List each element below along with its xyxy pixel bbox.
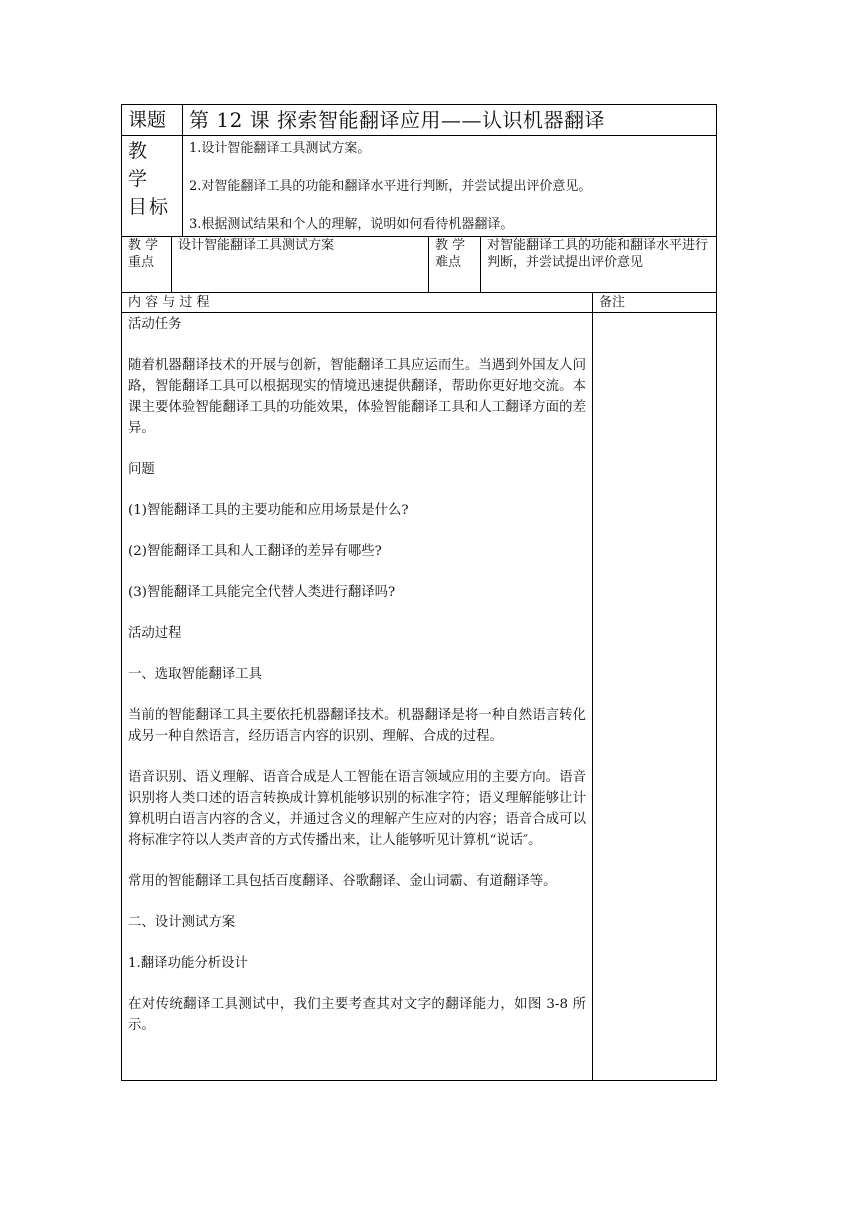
content-paragraph: 活动过程 xyxy=(128,626,182,641)
title-row xyxy=(122,105,717,136)
notes-header: 备注 xyxy=(593,293,717,313)
content-paragraph: 问题 xyxy=(128,462,155,477)
difficulties-value: 对智能翻译工具的功能和翻译水平进行判断，并尝试提出评价意见 xyxy=(481,237,717,293)
content-paragraph: 语音识别、语义理解、语音合成是人工智能在语言领域应用的主要方向。语音识别将人类口述的语言转换成计算机能够识别的标准字符；语义理解能够让计算机明白语言内容的含义，并通过含义的理解产生应对的内容；语音合成可以将标准字符以人类声音的方式传播出来，让人能够听见计算机“说话″。 xyxy=(128,770,587,848)
objectives-row xyxy=(122,136,717,237)
key-difficult-row xyxy=(122,237,717,293)
content-paragraph: 在对传统翻译工具测试中，我们主要考查其对文字的翻译能力，如图 3-8 所示。 xyxy=(128,997,587,1033)
content-paragraph: 常用的智能翻译工具包括百度翻译、谷歌翻译、金山词霸、有道翻译等。 xyxy=(128,874,557,889)
content-paragraph: (3)智能翻译工具能完全代替人类进行翻译吗? xyxy=(128,585,396,600)
content-paragraph: 随着机器翻译技术的开展与创新，智能翻译工具应运而生。当遇到外国友人问路，智能翻译工具可以根据现实的情境迅速提供翻译，帮助你更好地交流。本课主要体验智能翻译工具的功能效果，体验智能翻译工具和人工翻译方面的差异。 xyxy=(128,358,587,436)
content-body xyxy=(122,313,593,1081)
section-header-row xyxy=(122,293,717,313)
objective-item: 1.设计智能翻译工具测试方案。 xyxy=(189,141,371,156)
lesson-plan xyxy=(121,104,716,1081)
key-points-value: 设计智能翻译工具测试方案 xyxy=(172,237,429,293)
objectives-label: 教 学 目标 xyxy=(122,136,183,237)
notes-cell xyxy=(593,313,717,1081)
content-paragraph: (1)智能翻译工具的主要功能和应用场景是什么? xyxy=(128,503,409,518)
objectives-list xyxy=(183,136,717,237)
content-paragraph: 二、设计测试方案 xyxy=(128,915,236,930)
content-paragraph: 当前的智能翻译工具主要依托机器翻译技术。机器翻译是将一种自然语言转化成另一种自然语言，经历语言内容的识别、理解、合成的过程。 xyxy=(128,708,587,744)
objective-item: 2.对智能翻译工具的功能和翻译水平进行判断，并尝试提出评价意见。 xyxy=(189,179,592,194)
content-paragraph: 活动任务 xyxy=(128,317,182,332)
objective-item: 3.根据测试结果和个人的理解，说明如何看待机器翻译。 xyxy=(189,217,514,232)
content-paragraph: 1.翻译功能分析设计 xyxy=(128,956,248,971)
key-points-label: 教 学 重点 xyxy=(122,237,172,293)
content-paragraph: (2)智能翻译工具和人工翻译的差异有哪些? xyxy=(128,544,382,559)
content-header: 内 容 与 过 程 xyxy=(122,293,593,313)
lesson-table xyxy=(121,104,717,1081)
lesson-title: 第 12 课 探索智能翻译应用——认识机器翻译 xyxy=(183,105,717,136)
content-paragraph: 一、选取智能翻译工具 xyxy=(128,667,262,682)
content-row xyxy=(122,313,717,1081)
topic-label: 课题 xyxy=(122,105,183,136)
difficulties-label: 教 学 难点 xyxy=(429,237,481,293)
